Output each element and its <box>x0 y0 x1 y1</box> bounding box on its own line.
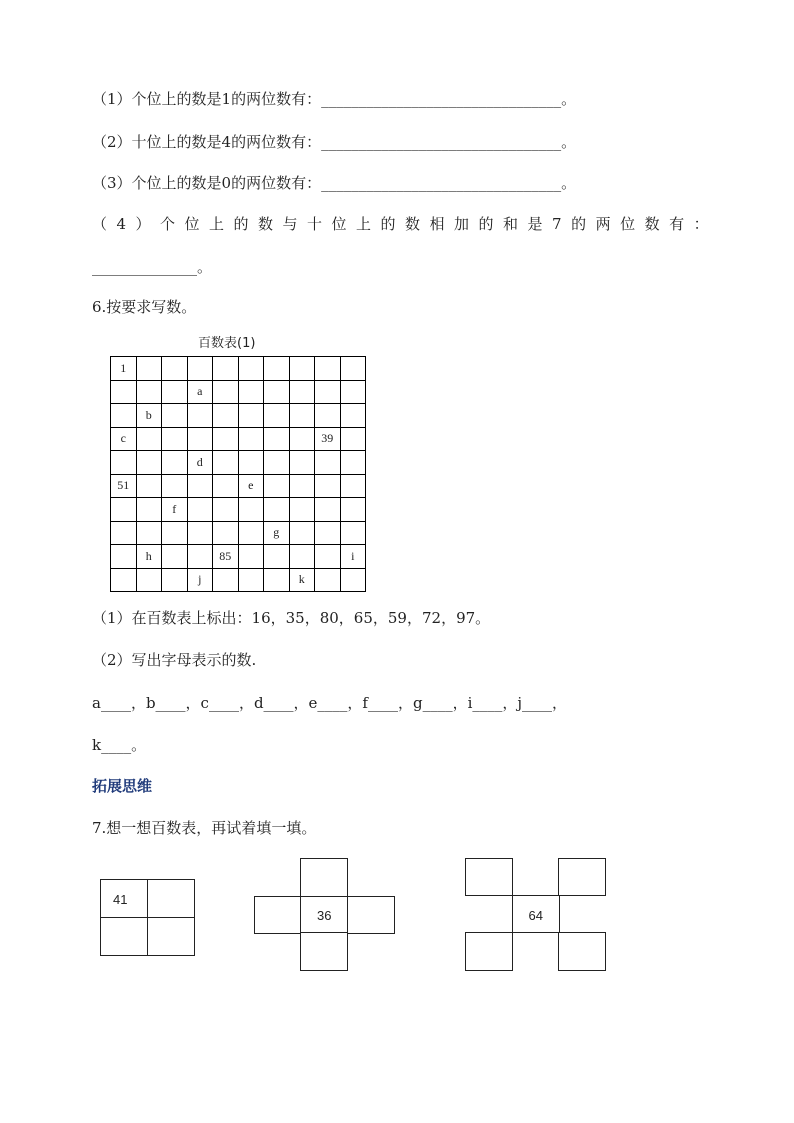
grid-cell <box>238 404 264 428</box>
fig3-center <box>512 895 560 933</box>
grid-cell <box>136 568 162 592</box>
grid-cell: 1 <box>111 357 137 381</box>
grid-cell <box>213 568 239 592</box>
grid-cell <box>315 357 341 381</box>
grid-cell <box>136 451 162 475</box>
grid-cell <box>264 498 290 522</box>
fig2-bottom <box>300 932 348 971</box>
grid-row <box>111 427 366 451</box>
grid-cell <box>162 404 188 428</box>
grid-cell <box>136 498 162 522</box>
grid-cell <box>264 568 290 592</box>
grid-cell <box>315 568 341 592</box>
grid-cell <box>264 545 290 569</box>
grid-cell <box>213 498 239 522</box>
grid-cell <box>264 451 290 475</box>
grid-cell <box>264 474 290 498</box>
grid-cell <box>289 404 315 428</box>
q6-answers-line-1: a____，b____，c____，d____，e____，f____，g____，i____，j____， <box>92 694 568 712</box>
grid-cell <box>136 427 162 451</box>
q6-title: 6.按要求写数。 <box>92 298 197 316</box>
grid-cell <box>187 427 213 451</box>
fig2-number: 36 <box>317 907 332 923</box>
fig3-number: 64 <box>528 908 543 923</box>
grid-cell <box>213 357 239 381</box>
grid-cell <box>162 357 188 381</box>
q5-item-3: （3）个位上的数是0的两位数有：________________________________。 <box>92 174 577 192</box>
fig1-cell-3 <box>100 917 148 956</box>
grid-cell <box>340 498 366 522</box>
grid-cell <box>187 498 213 522</box>
grid-cell: 51 <box>111 474 137 498</box>
grid-cell <box>213 427 239 451</box>
grid-row <box>111 498 366 522</box>
fig1-cell-2 <box>147 879 195 918</box>
fig2-right <box>347 896 395 934</box>
fig3-top-left <box>465 858 513 896</box>
grid-row <box>111 568 366 592</box>
grid-row <box>111 545 366 569</box>
grid-cell <box>162 427 188 451</box>
grid-cell <box>238 521 264 545</box>
grid-cell <box>162 568 188 592</box>
fig2-left <box>254 896 302 934</box>
grid-cell: 85 <box>213 545 239 569</box>
grid-cell <box>213 404 239 428</box>
grid-cell <box>213 474 239 498</box>
grid-cell <box>315 380 341 404</box>
grid-cell: h <box>136 545 162 569</box>
grid-cell <box>264 357 290 381</box>
q6-sub-1: （1）在百数表上标出：16，35，80，65，59，72，97。 <box>92 609 491 627</box>
grid-cell <box>289 474 315 498</box>
q5-item-1: （1）个位上的数是1的两位数有：________________________________。 <box>92 90 577 108</box>
grid-cell <box>264 404 290 428</box>
fig3-bottom-right <box>558 932 606 971</box>
grid-cell <box>289 521 315 545</box>
fig1-number: 41 <box>113 892 128 907</box>
grid-cell <box>111 380 137 404</box>
grid-cell: 39 <box>315 427 341 451</box>
grid-cell <box>238 545 264 569</box>
q5-item-4-blank: ______________。 <box>92 258 213 276</box>
grid-cell <box>340 380 366 404</box>
table-caption: 百数表(1) <box>198 336 256 351</box>
grid-row <box>111 474 366 498</box>
grid-cell <box>340 357 366 381</box>
grid-cell <box>111 498 137 522</box>
grid-cell <box>238 357 264 381</box>
section-title: 拓展思维 <box>92 777 153 795</box>
grid-row <box>111 521 366 545</box>
grid-cell <box>315 474 341 498</box>
grid-cell <box>264 380 290 404</box>
grid-cell <box>289 357 315 381</box>
grid-cell <box>315 498 341 522</box>
grid-cell <box>111 521 137 545</box>
grid-cell <box>187 404 213 428</box>
q5-item-2: （2）十位上的数是4的两位数有：________________________________。 <box>92 133 577 151</box>
grid-cell <box>136 474 162 498</box>
grid-cell <box>340 474 366 498</box>
q6-sub-2: （2）写出字母表示的数. <box>92 651 257 669</box>
grid-cell <box>111 545 137 569</box>
grid-cell <box>213 451 239 475</box>
grid-cell: a <box>187 380 213 404</box>
grid-cell <box>187 545 213 569</box>
grid-cell <box>315 451 341 475</box>
grid-cell: d <box>187 451 213 475</box>
grid-cell: g <box>264 521 290 545</box>
grid-cell <box>238 451 264 475</box>
grid-cell <box>136 380 162 404</box>
grid-cell <box>340 521 366 545</box>
grid-cell <box>213 521 239 545</box>
grid-cell: f <box>162 498 188 522</box>
grid-cell <box>340 404 366 428</box>
grid-cell <box>340 451 366 475</box>
grid-cell <box>136 521 162 545</box>
grid-cell <box>315 545 341 569</box>
grid-cell: e <box>238 474 264 498</box>
fig1-cell-4 <box>147 917 195 956</box>
grid-cell <box>340 427 366 451</box>
fig2-center <box>300 896 348 934</box>
grid-row <box>111 380 366 404</box>
grid-row <box>111 357 366 381</box>
grid-cell: b <box>136 404 162 428</box>
grid-cell <box>238 427 264 451</box>
grid-cell: j <box>187 568 213 592</box>
grid-cell <box>315 404 341 428</box>
fig1-cell-1 <box>100 879 148 918</box>
grid-cell <box>187 521 213 545</box>
grid-cell <box>162 380 188 404</box>
grid-cell <box>238 568 264 592</box>
grid-cell <box>289 451 315 475</box>
hundred-chart <box>110 356 366 592</box>
q5-item-4: （4）个位上的数与十位上的数相加的和是7的两位数有： <box>92 215 719 233</box>
grid-cell <box>264 427 290 451</box>
grid-cell <box>289 498 315 522</box>
grid-cell <box>289 380 315 404</box>
grid-cell <box>213 380 239 404</box>
grid-cell <box>289 427 315 451</box>
grid-cell <box>136 357 162 381</box>
grid-cell <box>111 404 137 428</box>
grid-row <box>111 404 366 428</box>
grid-cell: k <box>289 568 315 592</box>
grid-cell <box>111 568 137 592</box>
grid-cell <box>162 521 188 545</box>
grid-cell <box>238 380 264 404</box>
grid-cell <box>187 357 213 381</box>
fig3-bottom-left <box>465 932 513 971</box>
fig3-top-right <box>558 858 606 896</box>
grid-cell <box>340 568 366 592</box>
grid-cell <box>162 451 188 475</box>
grid-cell <box>162 545 188 569</box>
grid-cell: i <box>340 545 366 569</box>
grid-cell <box>187 474 213 498</box>
grid-cell: c <box>111 427 137 451</box>
grid-cell <box>238 498 264 522</box>
grid-cell <box>111 451 137 475</box>
grid-cell <box>289 545 315 569</box>
grid-cell <box>315 521 341 545</box>
q7-title: 7.想一想百数表，再试着填一填。 <box>92 819 317 837</box>
q6-answers-line-2: k____。 <box>92 736 147 754</box>
grid-row <box>111 451 366 475</box>
grid-cell <box>162 474 188 498</box>
fig2-top <box>300 858 348 897</box>
